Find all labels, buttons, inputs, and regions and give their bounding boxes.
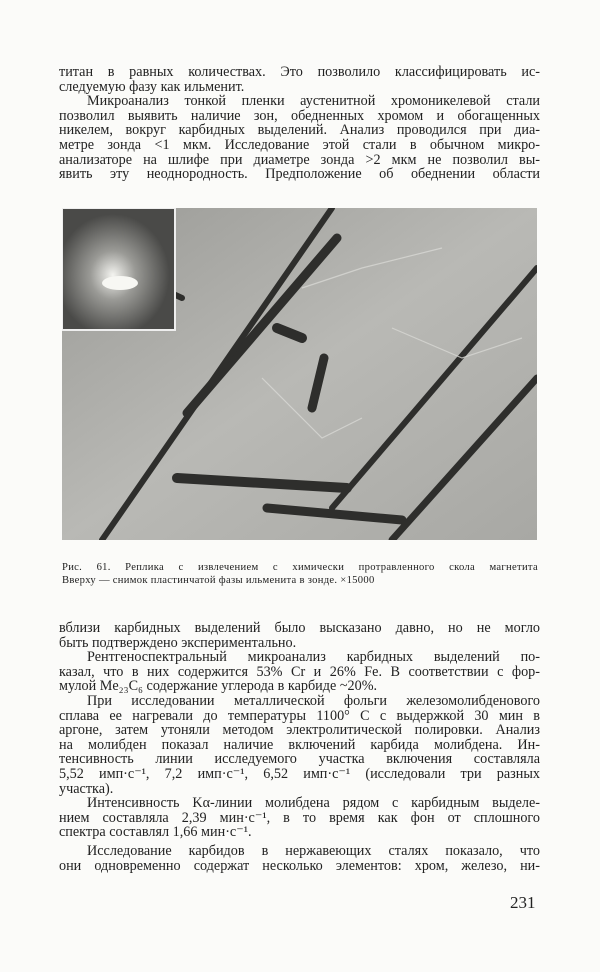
figure-caption bbox=[62, 562, 538, 587]
text-line: участка). bbox=[59, 780, 114, 797]
text-line: Микроанализ тонкой пленки аустенитной хромоникелевой стали bbox=[87, 93, 540, 110]
text-line: казал, что в них содержится 53% Cr и 26% Fe. В соответствии с фор- bbox=[59, 663, 540, 680]
text-line: Вверху — снимок пластинчатой фазы ильменита в зонде. ×15000 bbox=[62, 574, 375, 586]
text-line: следуемую фазу как ильменит. bbox=[59, 78, 245, 95]
text-line: Рис. 61. Реплика с извлечением с химически протравленного скола магнетита bbox=[62, 562, 538, 573]
text-line: они одновременно содержат несколько элементов: хром, железо, ни- bbox=[59, 857, 540, 874]
text-line: явить эту неоднородность. Предположение об обеднении области bbox=[59, 166, 540, 183]
text-line: титан в равных количествах. Это позволило классифицировать ис- bbox=[59, 64, 540, 80]
text-line: 5,52 имп·с⁻¹, 7,2 имп·с⁻¹, 6,52 имп·с⁻¹ (исследовали три разных bbox=[59, 765, 540, 782]
text-block-bottom bbox=[59, 621, 540, 873]
text-line: быть подтверждено экспериментально. bbox=[59, 634, 297, 651]
text-line: анализаторе на шлифе при диаметре зонда >2 мкм не позволил вы- bbox=[59, 151, 540, 168]
text-line: на молибден показал наличие включений карбида молибдена. Ин- bbox=[59, 736, 540, 753]
text-line: сплава ее нагревали до температуры 1100° С с выдержкой 30 мин в bbox=[59, 707, 540, 724]
text-line: тенсивность линии исследуемого участка включения составляла bbox=[59, 751, 540, 768]
text-line: позволил выявить наличие зон, обедненных хромом и обогащенных bbox=[59, 107, 540, 124]
text-line: Интенсивность Kα-линии молибдена рядом с карбидным выделе- bbox=[87, 795, 540, 812]
micrograph-figure bbox=[62, 208, 537, 540]
micrograph-image bbox=[62, 208, 537, 540]
text-line: метре зонда <1 мкм. Исследование этой стали в обычном микро- bbox=[59, 136, 540, 153]
text-line: При исследовании металлической фольги железомолибденового bbox=[87, 692, 540, 709]
text-line: никелем, вокруг карбидных выделений. Анализ проводился при диа- bbox=[59, 122, 540, 139]
text-line: Исследование карбидов в нержавеющих сталях показало, что bbox=[87, 842, 540, 859]
page-number: 231 bbox=[510, 893, 536, 912]
text-block-top bbox=[59, 65, 540, 182]
text-line: вблизи карбидных выделений было высказано давно, но не могло bbox=[59, 620, 540, 636]
text-line: нием составляла 2,39 мин·с⁻¹, в то время как фон от сплошного bbox=[59, 809, 540, 826]
text-line: мулой Me₂₃C₆ содержание углерода в карбиде ~20%. bbox=[59, 678, 378, 695]
text-line: аргоне, затем утоняли методом электролитической полировки. Анализ bbox=[59, 722, 540, 739]
text-line: Рентгеноспектральный микроанализ карбидных выделений по- bbox=[87, 649, 540, 666]
text-line: спектра составлял 1,66 мин·с⁻¹. bbox=[59, 824, 252, 841]
